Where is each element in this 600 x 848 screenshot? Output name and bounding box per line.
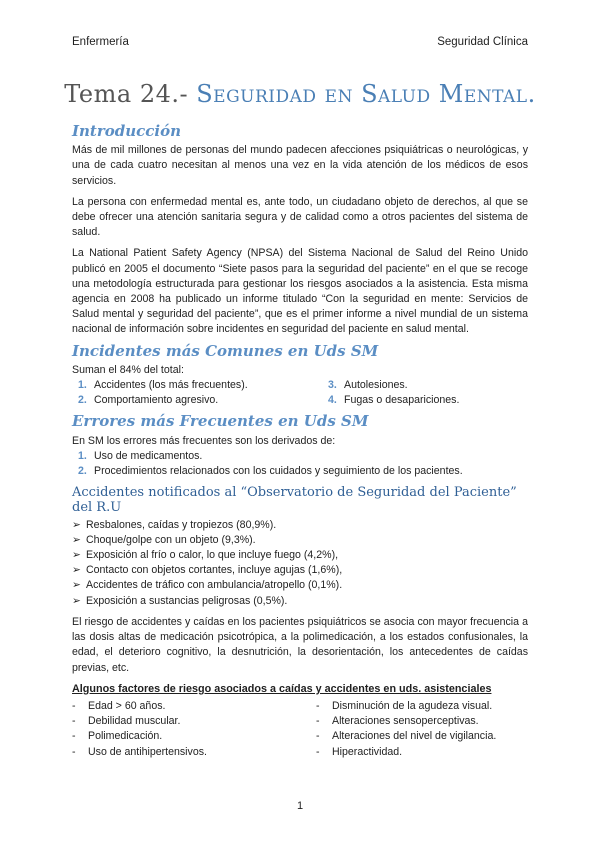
list-item: 4. Fugas o desapariciones. <box>328 394 460 407</box>
list-item: 1. Accidentes (los más frecuentes). <box>78 379 248 392</box>
content <box>72 120 528 760</box>
list-item: - Uso de antihipertensivos. <box>72 745 207 758</box>
arrow-bullet-icon: ➢ <box>72 579 81 592</box>
factores-list <box>72 699 528 760</box>
accidentes-list <box>72 518 528 609</box>
intro-paragraph-3: La National Patient Safety Agency (NPSA) del Sistema Nacional de Salud del Reino Unido publicó en 2005 el documento “Siete pasos para la seguridad del paciente” en el que se recoge una metodología estructurada para gestionar los riesgos asociados a la asistencia. Esta misma agencia en 2008 ha publicado un informe titulado “Con la seguridad en mente: Servicios de Salud mental y seguridad del paciente”, que es el primer informe a nivel mundial de un sistema nacional de información sobre incidentes en seguridad del paciente en salud mental. <box>72 247 528 336</box>
header-left: Enfermería <box>72 36 129 48</box>
page-number: 1 <box>296 800 304 812</box>
list-item: 2. Comportamiento agresivo. <box>78 394 219 407</box>
accidentes-heading: Accidentes notificados al “Observatorio de Seguridad del Paciente” del R.U <box>72 485 517 516</box>
page-title <box>0 80 600 108</box>
header-right: Seguridad Clínica <box>437 36 528 48</box>
list-item: - Hiperactividad. <box>316 745 403 758</box>
list-item: 1. Uso de medicamentos. <box>78 449 203 462</box>
list-item: 2. Procedimientos relacionados con los cuidados y seguimiento de los pacientes. <box>78 465 463 478</box>
incidentes-list <box>72 378 528 408</box>
intro-paragraph-2: La persona con enfermedad mental es, ante todo, un ciudadano objeto de derechos, al que se debe ofrecer una atención sanitaria segura y de calidad como a otros pacientes del sistema de salud. <box>72 195 528 239</box>
incidentes-heading: Incidentes más Comunes en Uds SM <box>72 341 379 360</box>
list-item: 3. Autolesiones. <box>328 379 408 392</box>
list-item: - Alteraciones del nivel de vigilancia. <box>316 730 497 743</box>
arrow-bullet-icon: ➢ <box>72 564 81 577</box>
title-sub: Seguridad en Salud Mental. <box>196 80 536 108</box>
list-item: ➢ Accidentes de tráfico con ambulancia/atropello (0,1%). <box>72 578 528 593</box>
list-item: - Alteraciones sensoperceptivas. <box>316 715 479 728</box>
list-item: - Disminución de la agudeza visual. <box>316 699 493 712</box>
list-item: ➢ Choque/golpe con un objeto (9,3%). <box>72 533 528 548</box>
arrow-bullet-icon: ➢ <box>72 594 81 607</box>
list-item: - Polimedicación. <box>72 730 163 743</box>
errores-list <box>72 449 528 479</box>
list-item: ➢ Resbalones, caídas y tropiezos (80,9%). <box>72 518 528 533</box>
intro-heading: Introducción <box>72 122 182 140</box>
title-main: Tema 24.- <box>64 80 197 108</box>
factores-heading: Algunos factores de riesgo asociados a caídas y accidentes en uds. asistenciales <box>72 682 492 695</box>
list-item: - Debilidad muscular. <box>72 715 181 728</box>
incidentes-intro: Suman el 84% del total: <box>72 363 184 376</box>
list-item: ➢ Exposición al frío o calor, lo que incluye fuego (4,2%), <box>72 548 528 563</box>
accidentes-paragraph: El riesgo de accidentes y caídas en los pacientes psiquiátricos se asocia con mayor frecuencia a las dosis altas de medicación psicotrópica, a la polimedicación, a los estados confusionales, la edad, el deterioro cognitivo, la desnutrición, la desorientación, los antecedentes de caídas previas, etc. <box>72 615 528 674</box>
list-item: ➢ Contacto con objetos cortantes, incluye agujas (1,6%), <box>72 563 528 578</box>
errores-intro: En SM los errores más frecuentes son los derivados de: <box>72 434 336 447</box>
list-item: ➢ Exposición a sustancias peligrosas (0,5%). <box>72 594 528 609</box>
arrow-bullet-icon: ➢ <box>72 533 81 546</box>
list-item: - Edad > 60 años. <box>72 699 166 712</box>
errores-heading: Errores más Frecuentes en Uds SM <box>72 412 369 431</box>
arrow-bullet-icon: ➢ <box>72 549 81 562</box>
intro-paragraph-1: Más de mil millones de personas del mundo padecen afecciones psiquiátricas o neurológicas, y una de cada cuatro necesitan al menos una vez en la vida atención de los médicos de esos servicios. <box>72 144 528 187</box>
arrow-bullet-icon: ➢ <box>72 518 81 531</box>
